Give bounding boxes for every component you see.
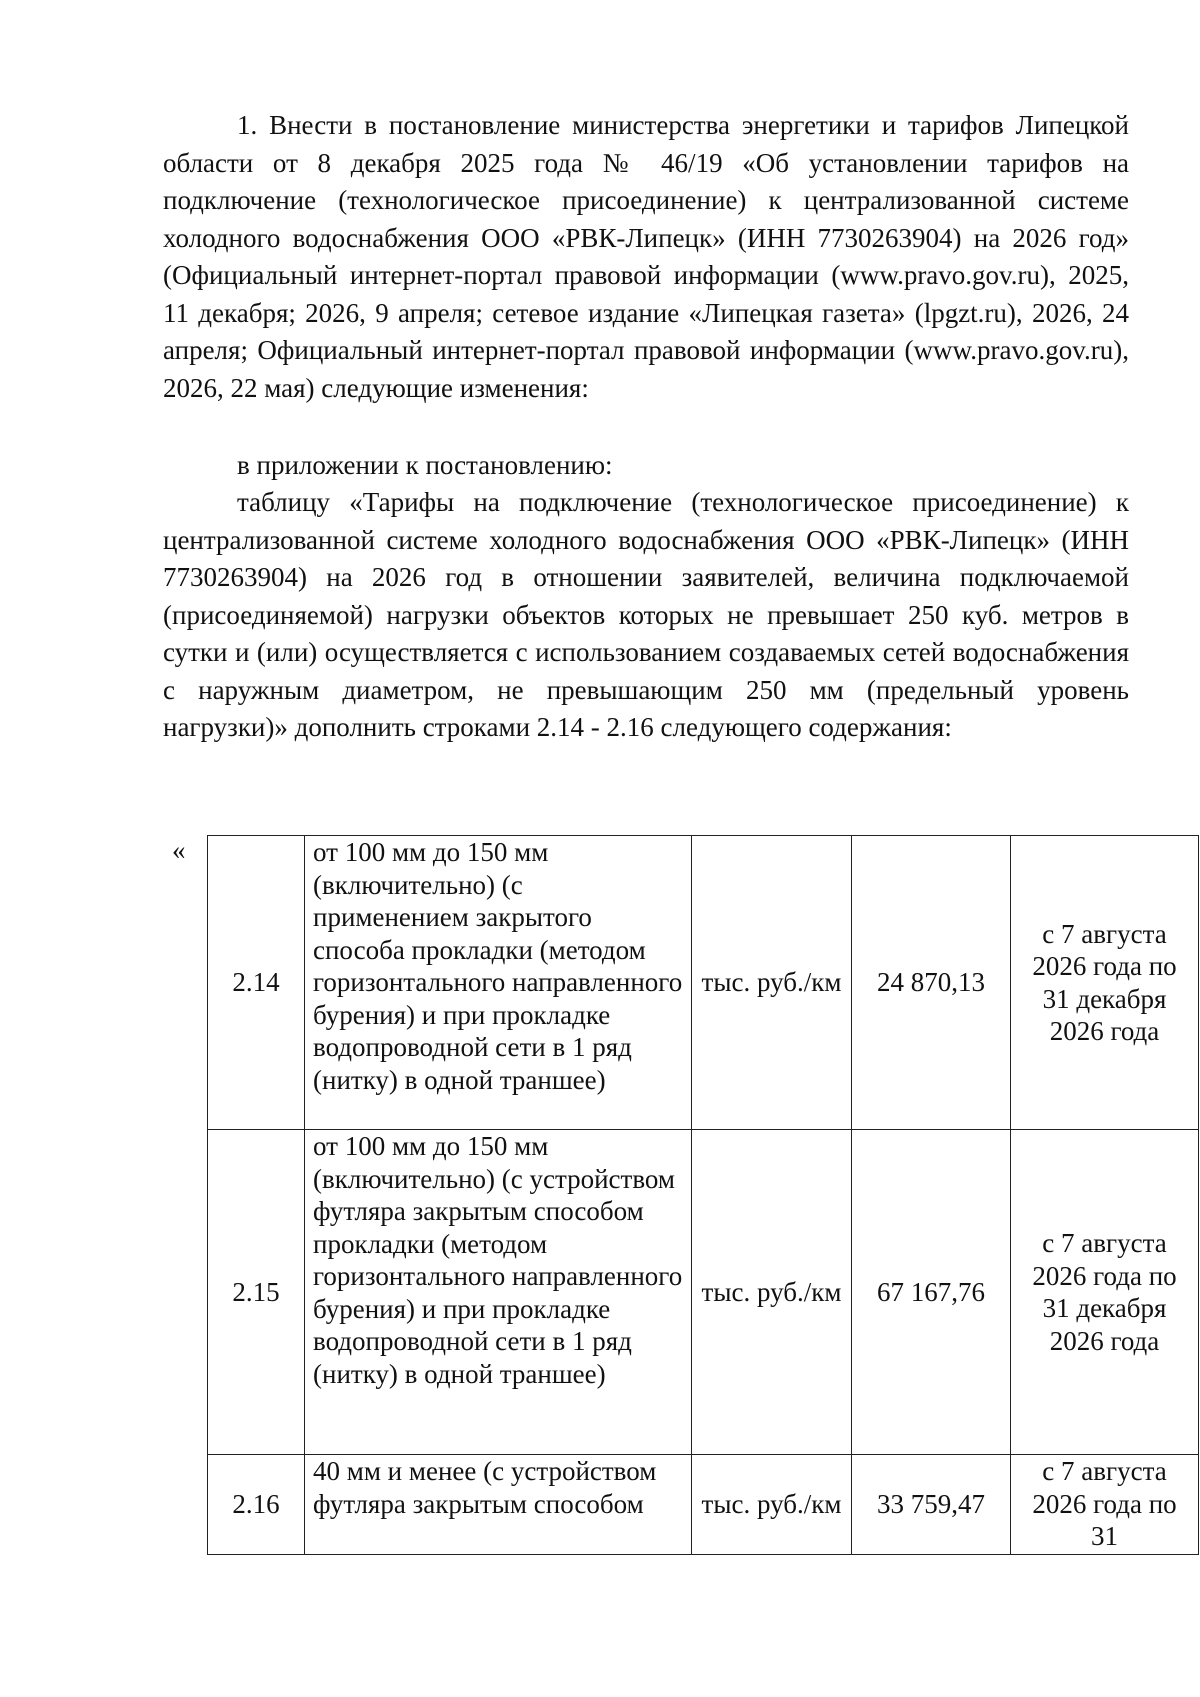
row-description-cell: от 100 мм до 150 мм (включительно) (с устройством футляра закрытым способом прокладки (методом горизонтального направленного бурения) и при прокладке водопроводной сети в 1 ряд (нитку) в одной траншее) xyxy=(305,1130,692,1455)
row-description-cell xyxy=(305,1455,692,1555)
paragraph-appendix: в приложении к постановлению: xyxy=(237,450,613,480)
row-description-text: 40 мм и менее (с устройством футляра закрытым способом xyxy=(313,1456,657,1519)
table-row xyxy=(208,1130,1199,1455)
row-number-cell: 2.14 xyxy=(208,836,305,1130)
table-row xyxy=(208,836,1199,1130)
row-period-text: с 7 августа 2026 года по 31 xyxy=(1032,1456,1177,1551)
opening-quote-mark: « xyxy=(172,835,186,865)
row-value-cell: 67 167,76 xyxy=(852,1130,1011,1455)
row-description-cell: от 100 мм до 150 мм (включительно) (с применением закрытого способа прокладки (методом горизонтального направленного бурения) и при прокладке водопроводной сети в 1 ряд (нитку) в одной траншее) xyxy=(305,836,692,1130)
row-period-cell: с 7 августа 2026 года по 31 декабря 2026 года xyxy=(1011,1130,1199,1455)
row-period-cell: с 7 августа 2026 года по 31 декабря 2026 года xyxy=(1011,836,1199,1130)
row-value-cell: 24 870,13 xyxy=(852,836,1011,1130)
paragraph-item-1: 1. Внести в постановление министерства энергетики и тарифов Липецкой области от 8 декабря 2025 года № 46/19 «Об установлении тарифов на подключение (технологическое присоединение) к централизованной системе холодного водоснабжения ООО «РВК-Липецк» (ИНН 7730263904) на 2026 год» (Официальный интернет-портал правовой информации (www.pravo.gov.ru), 2025, 11 декабря; 2026, 9 апреля; сетевое издание «Липецкая газета» (lpgzt.ru), 2026, 24 апреля; Официальный интернет-портал правовой информации (www.pravo.gov.ru), 2026, 22 мая) следующие изменения: xyxy=(163,110,1129,403)
row-value-cell: 33 759,47 xyxy=(852,1455,1011,1555)
row-unit-cell: тыс. руб./км xyxy=(692,1130,852,1455)
row-number-cell: 2.16 xyxy=(208,1455,305,1555)
row-number-cell: 2.15 xyxy=(208,1130,305,1455)
row-unit-cell: тыс. руб./км xyxy=(692,836,852,1130)
row-period-cell xyxy=(1011,1455,1199,1555)
paragraph-table-intro: таблицу «Тарифы на подключение (технологическое присоединение) к централизованной системе холодного водоснабжения ООО «РВК-Липецк» (ИНН 7730263904) на 2026 год в отношении заявителей, величина подключаемой (присоединяемой) нагрузки объектов которых не превышает 250 куб. метров в сутки и (или) осуществляется с использованием создаваемых сетей водоснабжения с наружным диаметром, не превышающим 250 мм (предельный уровень нагрузки)» дополнить строками 2.14 - 2.16 следующего содержания: xyxy=(163,487,1129,742)
row-unit-cell: тыс. руб./км xyxy=(692,1455,852,1555)
tariff-table xyxy=(207,835,1199,1555)
table-row xyxy=(208,1455,1199,1555)
